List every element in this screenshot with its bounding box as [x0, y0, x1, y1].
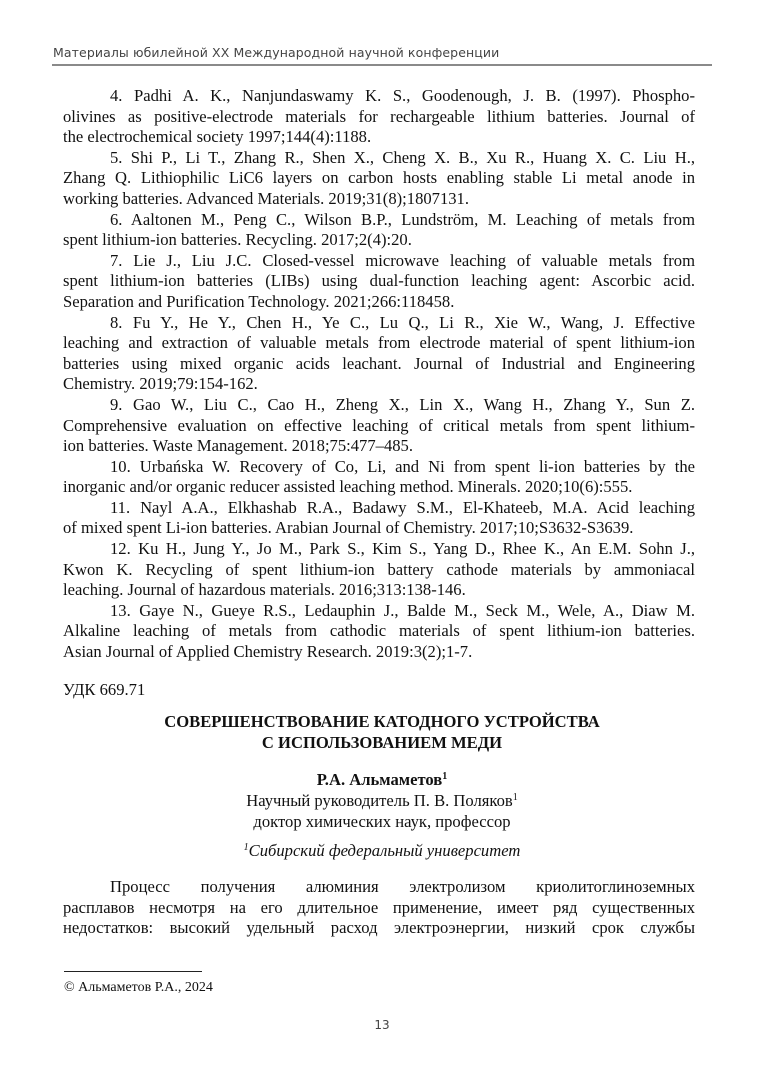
paragraph-line: Separation and Purification Technology. 2021;266:118458.	[63, 291, 455, 311]
reference-item	[63, 498, 695, 539]
reference-item	[63, 395, 695, 457]
paragraph-line: spent lithium-ion batteries (LIBs) using dual-function leaching agent: Ascorbic acid.	[63, 271, 695, 291]
reference-item	[63, 539, 695, 601]
paragraph-line: leaching. Journal of hazardous materials. 2016;313:138-146.	[63, 580, 466, 600]
paragraph-first-line: 13. Gaye N., Gueye R.S., Ledauphin J., Balde M., Seck M., Wele, A., Diaw M.	[110, 600, 695, 620]
paragraph-line: Chemistry. 2019;79:154-162.	[63, 374, 258, 394]
supervisor	[0, 791, 764, 811]
reference-item	[63, 601, 695, 663]
reference-list	[63, 86, 695, 663]
reference-item	[63, 148, 695, 210]
paragraph-line: spent lithium-ion batteries. Recycling. 2017;2(4):20.	[63, 230, 412, 250]
article-title	[0, 711, 764, 753]
reference-item	[63, 86, 695, 148]
paragraph-line: working batteries. Advanced Materials. 2019;31(8);1807131.	[63, 188, 469, 208]
page-number: 13	[374, 1018, 390, 1032]
paragraph-line: недостатков: высокий удельный расход электроэнергии, низкий срок службы	[63, 918, 695, 938]
affiliation-name: Сибирский федеральный университет	[248, 841, 521, 860]
affiliation	[0, 841, 764, 861]
paragraph-first-line: 10. Urbańska W. Recovery of Co, Li, and Ni from spent li-ion batteries by the	[110, 456, 695, 476]
supervisor-degree: доктор химических наук, профессор	[253, 812, 511, 831]
author-name: Р.А. Альмаметов	[316, 770, 443, 789]
paragraph-line: ion batteries. Waste Management. 2018;75:477–485.	[63, 436, 413, 456]
paragraph-first-line: 12. Ku H., Jung Y., Jo M., Park S., Kim S., Yang D., Rhee K., An E.M. Sohn J.,	[110, 539, 695, 559]
article-body	[63, 877, 695, 939]
reference-item	[63, 251, 695, 313]
supervisor-name: Научный руководитель П. В. Поляков	[246, 791, 513, 810]
paragraph-first-line: 5. Shi P., Li T., Zhang R., Shen X., Cheng X. B., Xu R., Huang X. C. Liu H.,	[110, 147, 695, 167]
author	[0, 770, 764, 790]
paragraph-line: batteries using mixed organic acids leachant. Journal of Industrial and Engineering	[63, 353, 695, 373]
paragraph-line: the electrochemical society 1997;144(4):1188.	[63, 127, 372, 147]
paragraph-first-line: Процесс получения алюминия электролизом криолитоглиноземных	[110, 877, 695, 896]
affiliation-superscript: 1	[243, 842, 249, 853]
paragraph-line: inorganic and/or organic reducer assisted leaching method. Minerals. 2020;10(6):555.	[63, 477, 633, 497]
supervisor-superscript: 1	[512, 792, 518, 803]
paragraph-first-line: 4. Padhi A. K., Nanjundaswamy K. S., Goodenough, J. B. (1997). Phospho-	[110, 86, 695, 105]
paragraph-first-line: 6. Aaltonen M., Peng C., Wilson B.P., Lundström, M. Leaching of metals from	[110, 209, 695, 229]
paragraph-first-line: 7. Lie J., Liu J.C. Closed-vessel microwave leaching of valuable metals from	[110, 250, 695, 270]
paragraph-first-line: 11. Nayl A.A., Elkhashab R.A., Badawy S.M., El-Khateeb, M.A. Acid leaching	[110, 497, 695, 517]
reference-item	[63, 457, 695, 498]
paragraph-line: Kwon K. Recycling of spent lithium-ion battery cathode materials by ammoniacal	[63, 559, 695, 579]
header-divider	[52, 64, 712, 66]
paragraph-line: olivines as positive-electrode materials for rechargeable lithium batteries. Journal of	[63, 106, 695, 126]
article-title-line: СОВЕРШЕНСТВОВАНИЕ КАТОДНОГО УСТРОЙСТВА	[164, 712, 600, 731]
paragraph-line: расплавов несмотря на его длительное применение, имеет ряд существенных	[63, 897, 695, 917]
paragraph-first-line: 9. Gao W., Liu C., Cao H., Zheng X., Lin X., Wang H., Zhang Y., Sun Z.	[110, 394, 695, 414]
paragraph-line: Alkaline leaching of metals from cathodic materials of spent lithium-ion batteries.	[63, 621, 695, 641]
running-header: Материалы юбилейной XX Международной научной конференции	[53, 45, 500, 60]
paragraph-line: of mixed spent Li-ion batteries. Arabian Journal of Chemistry. 2017;10;S3632-S3639.	[63, 518, 634, 538]
paragraph-first-line: 8. Fu Y., He Y., Chen H., Ye C., Lu Q., Li R., Xie W., Wang, J. Effective	[110, 312, 695, 332]
copyright-footnote: © Альмаметов Р.А., 2024	[64, 980, 213, 995]
reference-item	[63, 210, 695, 251]
paragraph-line: Zhang Q. Lithiophilic LiC6 layers on carbon hosts enabling stable Li metal anode in	[63, 168, 695, 188]
paragraph-line: Asian Journal of Applied Chemistry Research. 2019:3(2);1-7.	[63, 642, 473, 662]
footnote-divider	[64, 971, 202, 972]
article-title-line: С ИСПОЛЬЗОВАНИЕМ МЕДИ	[261, 733, 503, 752]
udk-code: УДК 669.71	[63, 680, 146, 699]
reference-item	[63, 313, 695, 395]
paragraph-line: leaching and extraction of valuable metals from electrode material of spent lithium-ion	[63, 333, 695, 353]
author-superscript: 1	[442, 771, 448, 782]
paragraph-line: Comprehensive evaluation on effective leaching of critical metals from spent lithium-	[63, 415, 695, 435]
